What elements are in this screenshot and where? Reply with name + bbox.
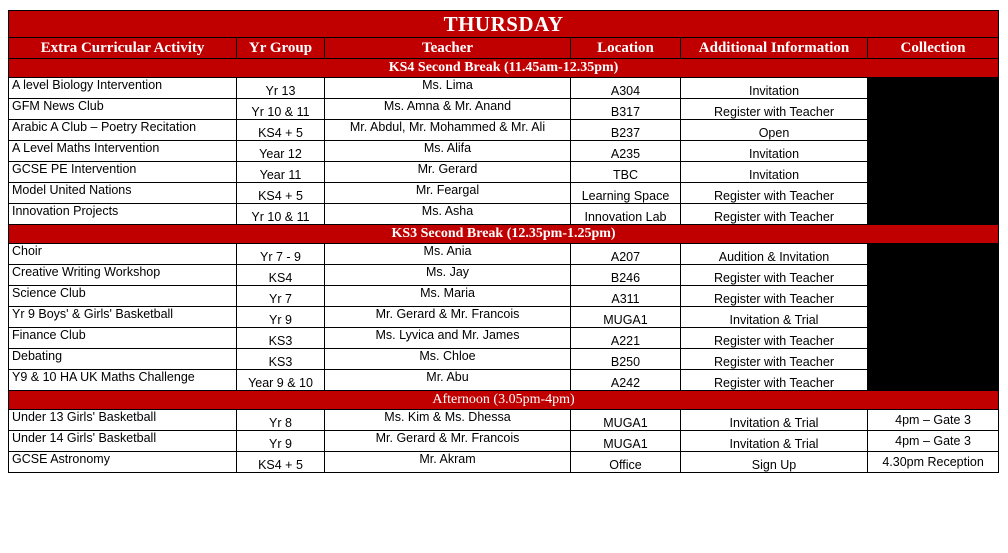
teacher-cell: Ms. Jay	[325, 265, 571, 286]
teacher-cell: Ms. Lima	[325, 78, 571, 99]
teacher-cell: Mr. Abdul, Mr. Mohammed & Mr. Ali	[325, 120, 571, 141]
yr-group-cell: Yr 13	[237, 78, 325, 99]
header-location: Location	[571, 38, 681, 59]
table-row	[9, 328, 999, 349]
info-cell: Open	[681, 120, 868, 141]
table-row	[9, 307, 999, 328]
teacher-cell: Mr. Gerard & Mr. Francois	[325, 431, 571, 452]
info-cell: Register with Teacher	[681, 349, 868, 370]
location-cell: MUGA1	[571, 410, 681, 431]
yr-group-cell: KS4 + 5	[237, 183, 325, 204]
yr-group-cell: KS4	[237, 265, 325, 286]
location-cell: Innovation Lab	[571, 204, 681, 225]
info-cell: Register with Teacher	[681, 328, 868, 349]
table-row	[9, 265, 999, 286]
teacher-cell: Mr. Gerard	[325, 162, 571, 183]
table-row	[9, 452, 999, 473]
table-row	[9, 162, 999, 183]
section-label: KS4 Second Break (11.45am-12.35pm)	[9, 59, 999, 78]
yr-group-cell: Year 11	[237, 162, 325, 183]
activity-cell: Choir	[9, 244, 237, 265]
location-cell: A242	[571, 370, 681, 391]
table-row	[9, 286, 999, 307]
teacher-cell: Ms. Asha	[325, 204, 571, 225]
collection-cell: 4pm – Gate 3	[868, 431, 999, 452]
teacher-cell: Ms. Chloe	[325, 349, 571, 370]
table-row	[9, 183, 999, 204]
location-cell: Learning Space	[571, 183, 681, 204]
teacher-cell: Mr. Akram	[325, 452, 571, 473]
location-cell: B237	[571, 120, 681, 141]
activity-cell: Under 14 Girls' Basketball	[9, 431, 237, 452]
activity-cell: A Level Maths Intervention	[9, 141, 237, 162]
section-header-row	[9, 225, 999, 244]
yr-group-cell: Yr 10 & 11	[237, 204, 325, 225]
table-row	[9, 99, 999, 120]
timetable-body	[9, 59, 999, 473]
yr-group-cell: KS3	[237, 328, 325, 349]
info-cell: Invitation & Trial	[681, 410, 868, 431]
column-header-row	[9, 38, 999, 59]
table-row	[9, 141, 999, 162]
teacher-cell: Mr. Feargal	[325, 183, 571, 204]
activity-cell: Debating	[9, 349, 237, 370]
collection-blackout-cell	[868, 244, 999, 391]
activity-cell: A level Biology Intervention	[9, 78, 237, 99]
yr-group-cell: Yr 7	[237, 286, 325, 307]
info-cell: Register with Teacher	[681, 265, 868, 286]
activity-cell: GFM News Club	[9, 99, 237, 120]
yr-group-cell: KS3	[237, 349, 325, 370]
location-cell: TBC	[571, 162, 681, 183]
activity-cell: Science Club	[9, 286, 237, 307]
section-header-row	[9, 391, 999, 410]
yr-group-cell: Yr 10 & 11	[237, 99, 325, 120]
teacher-cell: Ms. Ania	[325, 244, 571, 265]
table-row	[9, 431, 999, 452]
teacher-cell: Ms. Alifa	[325, 141, 571, 162]
info-cell: Audition & Invitation	[681, 244, 868, 265]
activity-cell: Arabic A Club – Poetry Recitation	[9, 120, 237, 141]
thursday-timetable	[8, 10, 999, 473]
location-cell: A311	[571, 286, 681, 307]
section-label: KS3 Second Break (12.35pm-1.25pm)	[9, 225, 999, 244]
location-cell: Office	[571, 452, 681, 473]
header-collection: Collection	[868, 38, 999, 59]
location-cell: B246	[571, 265, 681, 286]
teacher-cell: Ms. Lyvica and Mr. James	[325, 328, 571, 349]
collection-blackout-cell	[868, 78, 999, 225]
activity-cell: GCSE PE Intervention	[9, 162, 237, 183]
location-cell: MUGA1	[571, 307, 681, 328]
info-cell: Register with Teacher	[681, 99, 868, 120]
yr-group-cell: KS4 + 5	[237, 120, 325, 141]
header-yr-group: Yr Group	[237, 38, 325, 59]
table-row	[9, 78, 999, 99]
info-cell: Invitation & Trial	[681, 431, 868, 452]
teacher-cell: Ms. Amna & Mr. Anand	[325, 99, 571, 120]
yr-group-cell: Year 12	[237, 141, 325, 162]
info-cell: Register with Teacher	[681, 370, 868, 391]
table-row	[9, 370, 999, 391]
info-cell: Register with Teacher	[681, 286, 868, 307]
location-cell: B317	[571, 99, 681, 120]
table-row	[9, 244, 999, 265]
info-cell: Invitation	[681, 162, 868, 183]
collection-cell: 4.30pm Reception	[868, 452, 999, 473]
activity-cell: Y9 & 10 HA UK Maths Challenge	[9, 370, 237, 391]
header-additional-info: Additional Information	[681, 38, 868, 59]
activity-cell: Creative Writing Workshop	[9, 265, 237, 286]
yr-group-cell: Year 9 & 10	[237, 370, 325, 391]
day-title: THURSDAY	[9, 11, 999, 38]
info-cell: Invitation	[681, 141, 868, 162]
activity-cell: Under 13 Girls' Basketball	[9, 410, 237, 431]
location-cell: A221	[571, 328, 681, 349]
collection-cell: 4pm – Gate 3	[868, 410, 999, 431]
yr-group-cell: KS4 + 5	[237, 452, 325, 473]
info-cell: Register with Teacher	[681, 183, 868, 204]
teacher-cell: Mr. Gerard & Mr. Francois	[325, 307, 571, 328]
header-teacher: Teacher	[325, 38, 571, 59]
yr-group-cell: Yr 8	[237, 410, 325, 431]
section-label: Afternoon (3.05pm-4pm)	[9, 391, 999, 410]
teacher-cell: Mr. Abu	[325, 370, 571, 391]
info-cell: Invitation	[681, 78, 868, 99]
location-cell: B250	[571, 349, 681, 370]
yr-group-cell: Yr 9	[237, 431, 325, 452]
info-cell: Register with Teacher	[681, 204, 868, 225]
section-header-row	[9, 59, 999, 78]
location-cell: MUGA1	[571, 431, 681, 452]
table-row	[9, 204, 999, 225]
table-row	[9, 349, 999, 370]
yr-group-cell: Yr 9	[237, 307, 325, 328]
teacher-cell: Ms. Maria	[325, 286, 571, 307]
teacher-cell: Ms. Kim & Ms. Dhessa	[325, 410, 571, 431]
yr-group-cell: Yr 7 - 9	[237, 244, 325, 265]
timetable-container	[8, 10, 998, 473]
activity-cell: Model United Nations	[9, 183, 237, 204]
info-cell: Invitation & Trial	[681, 307, 868, 328]
table-row	[9, 120, 999, 141]
info-cell: Sign Up	[681, 452, 868, 473]
activity-cell: Innovation Projects	[9, 204, 237, 225]
header-activity: Extra Curricular Activity	[9, 38, 237, 59]
location-cell: A304	[571, 78, 681, 99]
table-row	[9, 410, 999, 431]
activity-cell: Finance Club	[9, 328, 237, 349]
location-cell: A207	[571, 244, 681, 265]
activity-cell: GCSE Astronomy	[9, 452, 237, 473]
activity-cell: Yr 9 Boys' & Girls' Basketball	[9, 307, 237, 328]
location-cell: A235	[571, 141, 681, 162]
